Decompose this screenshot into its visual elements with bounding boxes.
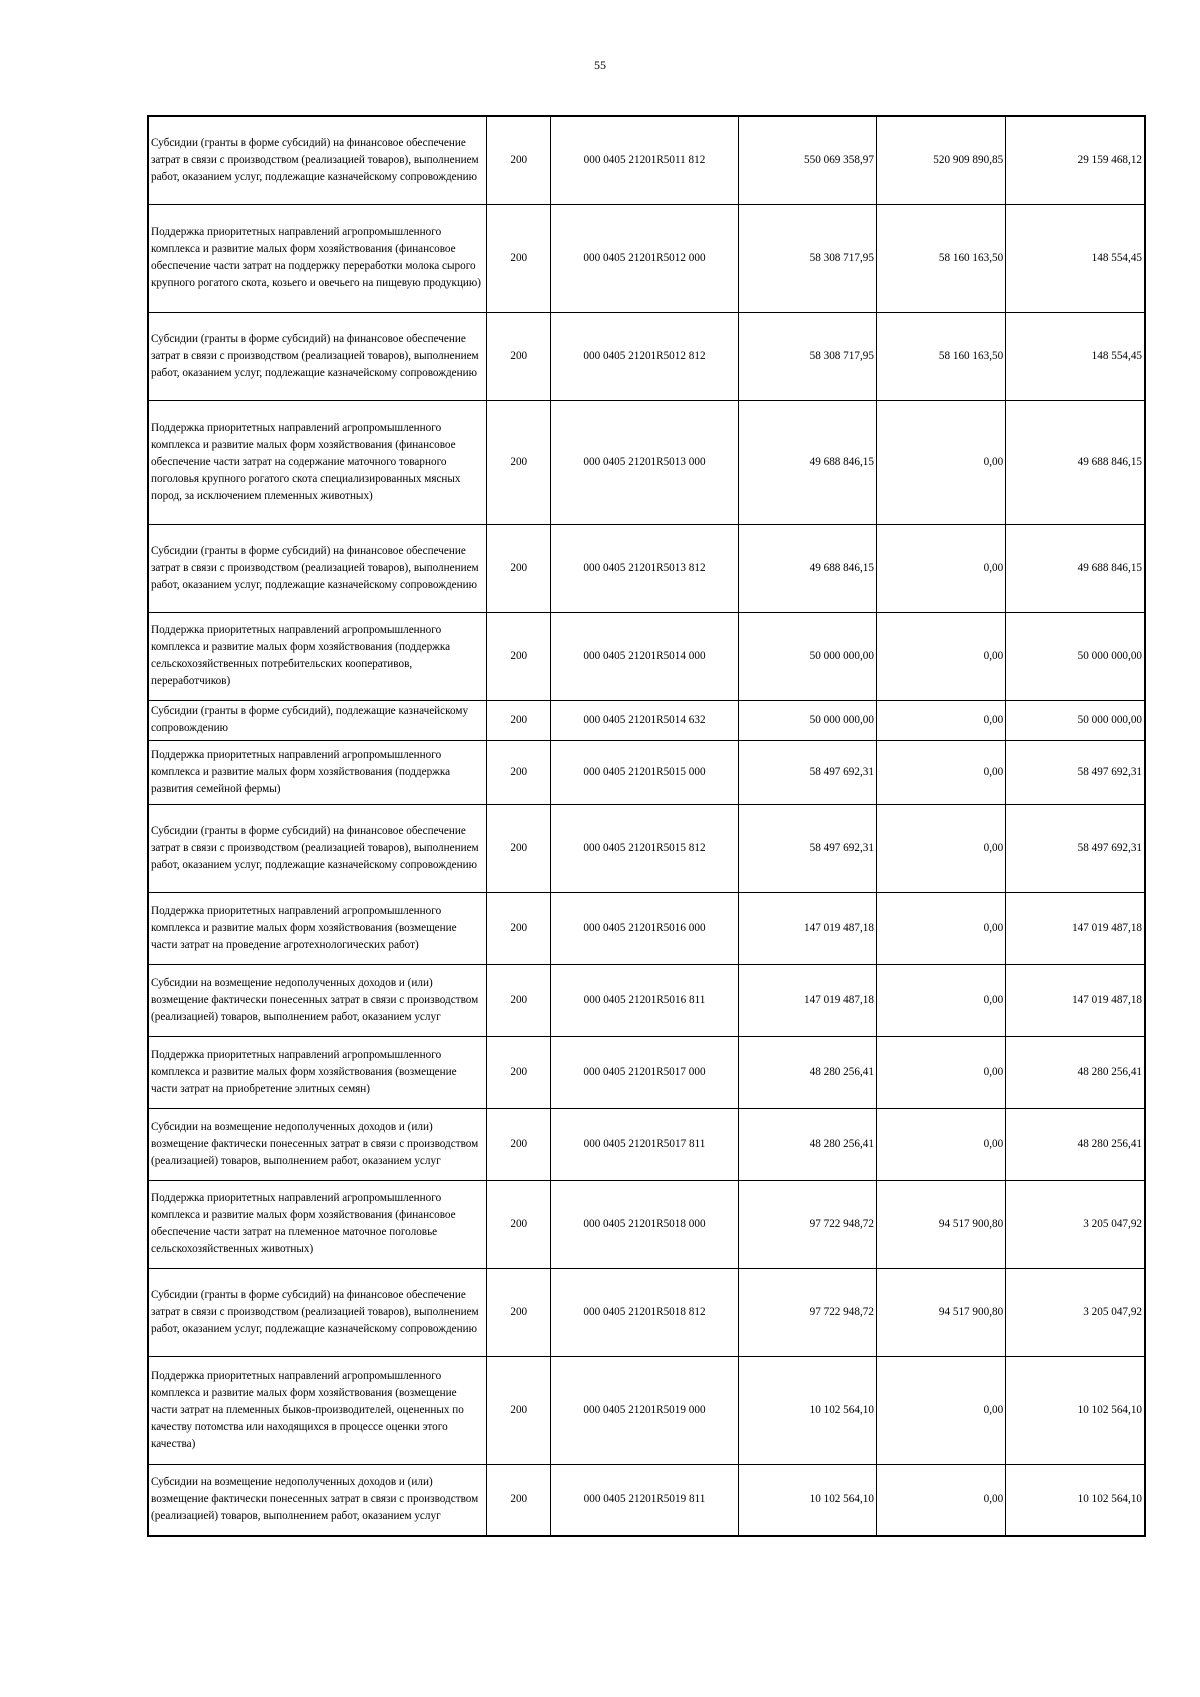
row-classifier-cell: 000 0405 21201R5018 812 bbox=[551, 1268, 738, 1356]
row-executed-cell: 0,00 bbox=[876, 740, 1005, 804]
row-unexecuted-cell: 148 554,45 bbox=[1006, 204, 1145, 312]
row-code-cell: 200 bbox=[487, 204, 551, 312]
row-executed-cell: 520 909 890,85 bbox=[876, 116, 1005, 204]
table-row bbox=[148, 400, 1145, 524]
row-executed-cell: 0,00 bbox=[876, 892, 1005, 964]
row-approved-cell: 48 280 256,41 bbox=[738, 1036, 876, 1108]
row-approved-cell: 50 000 000,00 bbox=[738, 612, 876, 700]
row-executed-cell: 58 160 163,50 bbox=[876, 204, 1005, 312]
row-classifier-cell: 000 0405 21201R5013 000 bbox=[551, 400, 738, 524]
row-classifier-cell: 000 0405 21201R5011 812 bbox=[551, 116, 738, 204]
row-classifier-cell: 000 0405 21201R5018 000 bbox=[551, 1180, 738, 1268]
row-approved-cell: 50 000 000,00 bbox=[738, 700, 876, 740]
row-unexecuted-cell: 148 554,45 bbox=[1006, 312, 1145, 400]
row-approved-cell: 97 722 948,72 bbox=[738, 1180, 876, 1268]
row-name-cell: Субсидии (гранты в форме субсидий) на финансовое обеспечение затрат в связи с производством (реализацией товаров), выполнением работ, оказанием услуг, подлежащие казначейскому сопровождению bbox=[148, 116, 487, 204]
row-unexecuted-cell: 50 000 000,00 bbox=[1006, 700, 1145, 740]
row-name-cell: Субсидии на возмещение недополученных доходов и (или) возмещение фактически понесенных затрат в связи с производством (реализацией) товаров, выполнением работ, оказанием услуг bbox=[148, 1108, 487, 1180]
row-name-cell: Субсидии (гранты в форме субсидий) на финансовое обеспечение затрат в связи с производством (реализацией товаров), выполнением работ, оказанием услуг, подлежащие казначейскому сопровождению bbox=[148, 524, 487, 612]
row-classifier-cell: 000 0405 21201R5016 000 bbox=[551, 892, 738, 964]
row-code-cell: 200 bbox=[487, 524, 551, 612]
row-code-cell: 200 bbox=[487, 964, 551, 1036]
row-approved-cell: 58 497 692,31 bbox=[738, 804, 876, 892]
row-name-cell: Поддержка приоритетных направлений агропромышленного комплекса и развитие малых форм хозяйствования (возмещение части затрат на племенных быков-производителей, оцененных по качеству потомства или находящихся в процессе оценки этого качества) bbox=[148, 1356, 487, 1464]
row-approved-cell: 58 497 692,31 bbox=[738, 740, 876, 804]
row-approved-cell: 58 308 717,95 bbox=[738, 204, 876, 312]
row-unexecuted-cell: 49 688 846,15 bbox=[1006, 400, 1145, 524]
table-row bbox=[148, 612, 1145, 700]
row-executed-cell: 0,00 bbox=[876, 612, 1005, 700]
row-classifier-cell: 000 0405 21201R5015 812 bbox=[551, 804, 738, 892]
row-executed-cell: 0,00 bbox=[876, 804, 1005, 892]
row-executed-cell: 0,00 bbox=[876, 1464, 1005, 1536]
table-row bbox=[148, 892, 1145, 964]
row-executed-cell: 0,00 bbox=[876, 964, 1005, 1036]
row-code-cell: 200 bbox=[487, 1356, 551, 1464]
row-name-cell: Субсидии на возмещение недополученных доходов и (или) возмещение фактически понесенных затрат в связи с производством (реализацией) товаров, выполнением работ, оказанием услуг bbox=[148, 1464, 487, 1536]
row-unexecuted-cell: 48 280 256,41 bbox=[1006, 1036, 1145, 1108]
row-executed-cell: 94 517 900,80 bbox=[876, 1268, 1005, 1356]
row-name-cell: Субсидии на возмещение недополученных доходов и (или) возмещение фактически понесенных затрат в связи с производством (реализацией) товаров, выполнением работ, оказанием услуг bbox=[148, 964, 487, 1036]
row-approved-cell: 58 308 717,95 bbox=[738, 312, 876, 400]
row-unexecuted-cell: 58 497 692,31 bbox=[1006, 740, 1145, 804]
row-classifier-cell: 000 0405 21201R5017 811 bbox=[551, 1108, 738, 1180]
row-approved-cell: 10 102 564,10 bbox=[738, 1464, 876, 1536]
row-classifier-cell: 000 0405 21201R5019 000 bbox=[551, 1356, 738, 1464]
row-code-cell: 200 bbox=[487, 1036, 551, 1108]
table-row bbox=[148, 964, 1145, 1036]
row-unexecuted-cell: 147 019 487,18 bbox=[1006, 964, 1145, 1036]
row-name-cell: Субсидии (гранты в форме субсидий) на финансовое обеспечение затрат в связи с производством (реализацией товаров), выполнением работ, оказанием услуг, подлежащие казначейскому сопровождению bbox=[148, 1268, 487, 1356]
row-classifier-cell: 000 0405 21201R5012 000 bbox=[551, 204, 738, 312]
row-approved-cell: 10 102 564,10 bbox=[738, 1356, 876, 1464]
row-name-cell: Поддержка приоритетных направлений агропромышленного комплекса и развитие малых форм хозяйствования (финансовое обеспечение части затрат на племенное маточное поголовье сельскохозяйственных животных) bbox=[148, 1180, 487, 1268]
row-name-cell: Поддержка приоритетных направлений агропромышленного комплекса и развитие малых форм хозяйствования (поддержка развития семейной фермы) bbox=[148, 740, 487, 804]
row-classifier-cell: 000 0405 21201R5019 811 bbox=[551, 1464, 738, 1536]
budget-table-body bbox=[148, 116, 1145, 1536]
row-code-cell: 200 bbox=[487, 892, 551, 964]
row-executed-cell: 0,00 bbox=[876, 1108, 1005, 1180]
row-approved-cell: 49 688 846,15 bbox=[738, 400, 876, 524]
row-approved-cell: 147 019 487,18 bbox=[738, 892, 876, 964]
row-executed-cell: 0,00 bbox=[876, 524, 1005, 612]
row-unexecuted-cell: 10 102 564,10 bbox=[1006, 1356, 1145, 1464]
row-classifier-cell: 000 0405 21201R5015 000 bbox=[551, 740, 738, 804]
row-name-cell: Субсидии (гранты в форме субсидий), подлежащие казначейскому сопровождению bbox=[148, 700, 487, 740]
row-approved-cell: 48 280 256,41 bbox=[738, 1108, 876, 1180]
table-row bbox=[148, 1180, 1145, 1268]
row-code-cell: 200 bbox=[487, 312, 551, 400]
table-row bbox=[148, 804, 1145, 892]
row-unexecuted-cell: 147 019 487,18 bbox=[1006, 892, 1145, 964]
row-classifier-cell: 000 0405 21201R5012 812 bbox=[551, 312, 738, 400]
table-row bbox=[148, 116, 1145, 204]
row-classifier-cell: 000 0405 21201R5013 812 bbox=[551, 524, 738, 612]
row-name-cell: Поддержка приоритетных направлений агропромышленного комплекса и развитие малых форм хозяйствования (возмещение части затрат на проведение агротехнологических работ) bbox=[148, 892, 487, 964]
row-executed-cell: 58 160 163,50 bbox=[876, 312, 1005, 400]
table-row bbox=[148, 312, 1145, 400]
row-approved-cell: 147 019 487,18 bbox=[738, 964, 876, 1036]
row-approved-cell: 49 688 846,15 bbox=[738, 524, 876, 612]
row-code-cell: 200 bbox=[487, 804, 551, 892]
row-unexecuted-cell: 3 205 047,92 bbox=[1006, 1180, 1145, 1268]
row-unexecuted-cell: 29 159 468,12 bbox=[1006, 116, 1145, 204]
page-number: 55 bbox=[594, 58, 606, 72]
table-row bbox=[148, 700, 1145, 740]
row-code-cell: 200 bbox=[487, 400, 551, 524]
row-unexecuted-cell: 49 688 846,15 bbox=[1006, 524, 1145, 612]
table-row bbox=[148, 1464, 1145, 1536]
table-row bbox=[148, 1268, 1145, 1356]
row-unexecuted-cell: 10 102 564,10 bbox=[1006, 1464, 1145, 1536]
row-classifier-cell: 000 0405 21201R5014 632 bbox=[551, 700, 738, 740]
row-executed-cell: 0,00 bbox=[876, 1036, 1005, 1108]
row-name-cell: Поддержка приоритетных направлений агропромышленного комплекса и развитие малых форм хозяйствования (поддержка сельскохозяйственных потребительских кооперативов, переработчиков) bbox=[148, 612, 487, 700]
row-unexecuted-cell: 48 280 256,41 bbox=[1006, 1108, 1145, 1180]
row-code-cell: 200 bbox=[487, 1268, 551, 1356]
row-executed-cell: 0,00 bbox=[876, 700, 1005, 740]
table-row bbox=[148, 204, 1145, 312]
row-classifier-cell: 000 0405 21201R5017 000 bbox=[551, 1036, 738, 1108]
row-unexecuted-cell: 3 205 047,92 bbox=[1006, 1268, 1145, 1356]
row-approved-cell: 550 069 358,97 bbox=[738, 116, 876, 204]
row-unexecuted-cell: 50 000 000,00 bbox=[1006, 612, 1145, 700]
row-code-cell: 200 bbox=[487, 1180, 551, 1268]
row-executed-cell: 0,00 bbox=[876, 1356, 1005, 1464]
row-classifier-cell: 000 0405 21201R5016 811 bbox=[551, 964, 738, 1036]
row-code-cell: 200 bbox=[487, 116, 551, 204]
table-row bbox=[148, 1036, 1145, 1108]
row-executed-cell: 94 517 900,80 bbox=[876, 1180, 1005, 1268]
row-unexecuted-cell: 58 497 692,31 bbox=[1006, 804, 1145, 892]
row-name-cell: Субсидии (гранты в форме субсидий) на финансовое обеспечение затрат в связи с производством (реализацией товаров), выполнением работ, оказанием услуг, подлежащие казначейскому сопровождению bbox=[148, 804, 487, 892]
budget-table bbox=[147, 115, 1146, 1537]
table-row bbox=[148, 524, 1145, 612]
row-code-cell: 200 bbox=[487, 1108, 551, 1180]
row-code-cell: 200 bbox=[487, 740, 551, 804]
row-name-cell: Поддержка приоритетных направлений агропромышленного комплекса и развитие малых форм хозяйствования (финансовое обеспечение части затрат на содержание маточного товарного поголовья крупного рогатого скота специализированных мясных пород, за исключением племенных животных) bbox=[148, 400, 487, 524]
row-name-cell: Поддержка приоритетных направлений агропромышленного комплекса и развитие малых форм хозяйствования (возмещение части затрат на приобретение элитных семян) bbox=[148, 1036, 487, 1108]
row-name-cell: Поддержка приоритетных направлений агропромышленного комплекса и развитие малых форм хозяйствования (финансовое обеспечение части затрат на поддержку переработки молока сырого крупного рогатого скота, козьего и овечьего на пищевую продукцию) bbox=[148, 204, 487, 312]
row-code-cell: 200 bbox=[487, 1464, 551, 1536]
row-code-cell: 200 bbox=[487, 612, 551, 700]
table-row bbox=[148, 1108, 1145, 1180]
row-classifier-cell: 000 0405 21201R5014 000 bbox=[551, 612, 738, 700]
table-row bbox=[148, 740, 1145, 804]
table-row bbox=[148, 1356, 1145, 1464]
row-approved-cell: 97 722 948,72 bbox=[738, 1268, 876, 1356]
row-executed-cell: 0,00 bbox=[876, 400, 1005, 524]
row-name-cell: Субсидии (гранты в форме субсидий) на финансовое обеспечение затрат в связи с производством (реализацией товаров), выполнением работ, оказанием услуг, подлежащие казначейскому сопровождению bbox=[148, 312, 487, 400]
row-code-cell: 200 bbox=[487, 700, 551, 740]
